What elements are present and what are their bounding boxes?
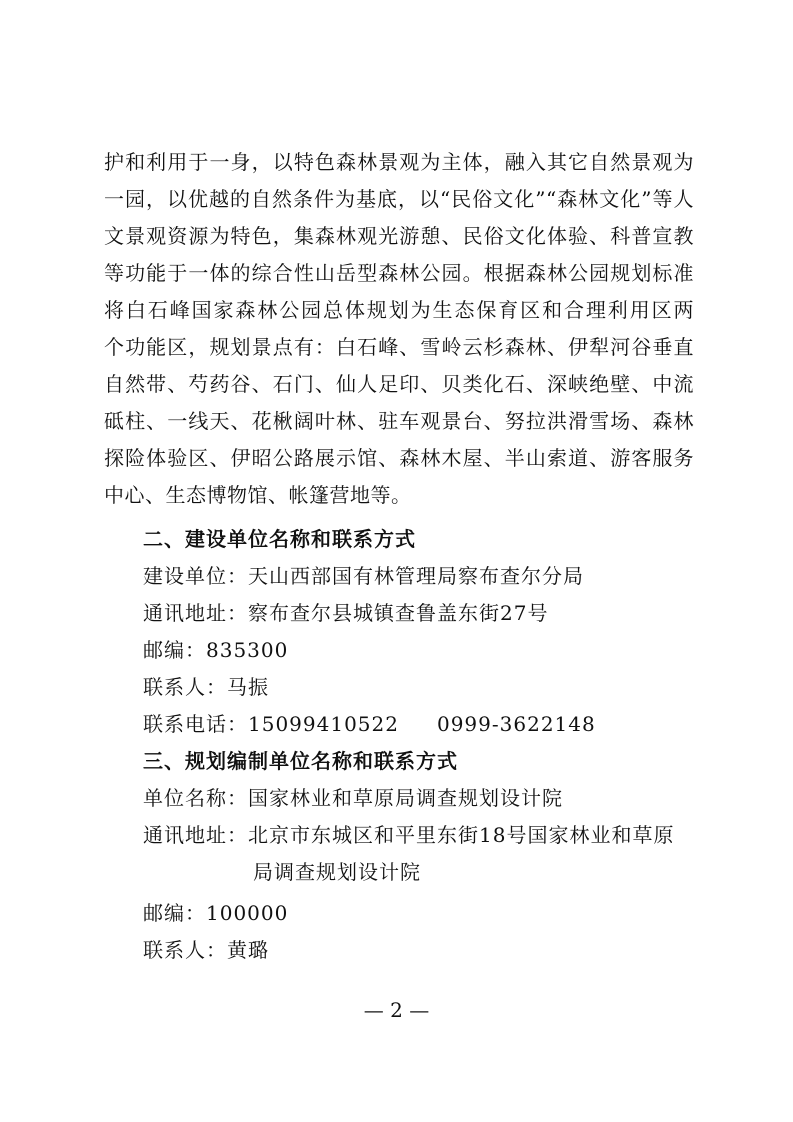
paragraph-line-7: 自然带、芍药谷、石门、仙人足印、贝类化石、深峡绝壁、中流 xyxy=(104,372,694,396)
paragraph-line-3: 文景观资源为特色，集森林观光游憩、民俗文化体验、科普宣教 xyxy=(104,224,694,248)
construction-contact-field: 联系人：马振 xyxy=(143,675,269,699)
construction-phone-field xyxy=(143,710,596,738)
paragraph-line-6: 个功能区，规划景点有：白石峰、雪岭云杉森林、伊犁河谷垂直 xyxy=(104,335,694,359)
paragraph-line-10: 中心、生态博物馆、帐篷营地等。 xyxy=(104,483,412,507)
section-two-heading: 二、建设单位名称和联系方式 xyxy=(143,527,416,551)
phone-primary: 联系电话：15099410522 xyxy=(143,712,399,736)
phone-secondary: 0999-3622148 xyxy=(436,712,596,736)
construction-postcode-field: 邮编：835300 xyxy=(143,638,289,662)
construction-unit-field: 建设单位：天山西部国有林管理局察布查尔分局 xyxy=(143,564,584,588)
planning-address-field: 通讯地址：北京市东城区和平里东街18号国家林业和草原 xyxy=(143,823,675,847)
page-number: — 2 — xyxy=(363,998,430,1022)
planning-address-continuation: 局调查规划设计院 xyxy=(253,860,421,884)
planning-unit-field: 单位名称：国家林业和草原局调查规划设计院 xyxy=(143,786,563,810)
paragraph-line-4: 等功能于一体的综合性山岳型森林公园。根据森林公园规划标准 xyxy=(104,261,694,285)
planning-contact-field: 联系人：黄璐 xyxy=(143,938,269,962)
section-three-heading: 三、规划编制单位名称和联系方式 xyxy=(143,749,458,773)
paragraph-line-8: 砥柱、一线天、花楸阔叶林、驻车观景台、努拉洪滑雪场、森林 xyxy=(104,409,694,433)
paragraph-line-1: 护和利用于一身，以特色森林景观为主体，融入其它自然景观为 xyxy=(104,150,694,174)
paragraph-line-9: 探险体验区、伊昭公路展示馆、森林木屋、半山索道、游客服务 xyxy=(104,446,694,470)
planning-postcode-field: 邮编：100000 xyxy=(143,901,289,925)
paragraph-line-2: 一园，以优越的自然条件为基底，以“民俗文化”“森林文化”等人 xyxy=(104,187,694,211)
construction-address-field: 通讯地址：察布查尔县城镇查鲁盖东街27号 xyxy=(143,601,549,625)
paragraph-line-5: 将白石峰国家森林公园总体规划为生态保育区和合理利用区两 xyxy=(104,298,694,322)
